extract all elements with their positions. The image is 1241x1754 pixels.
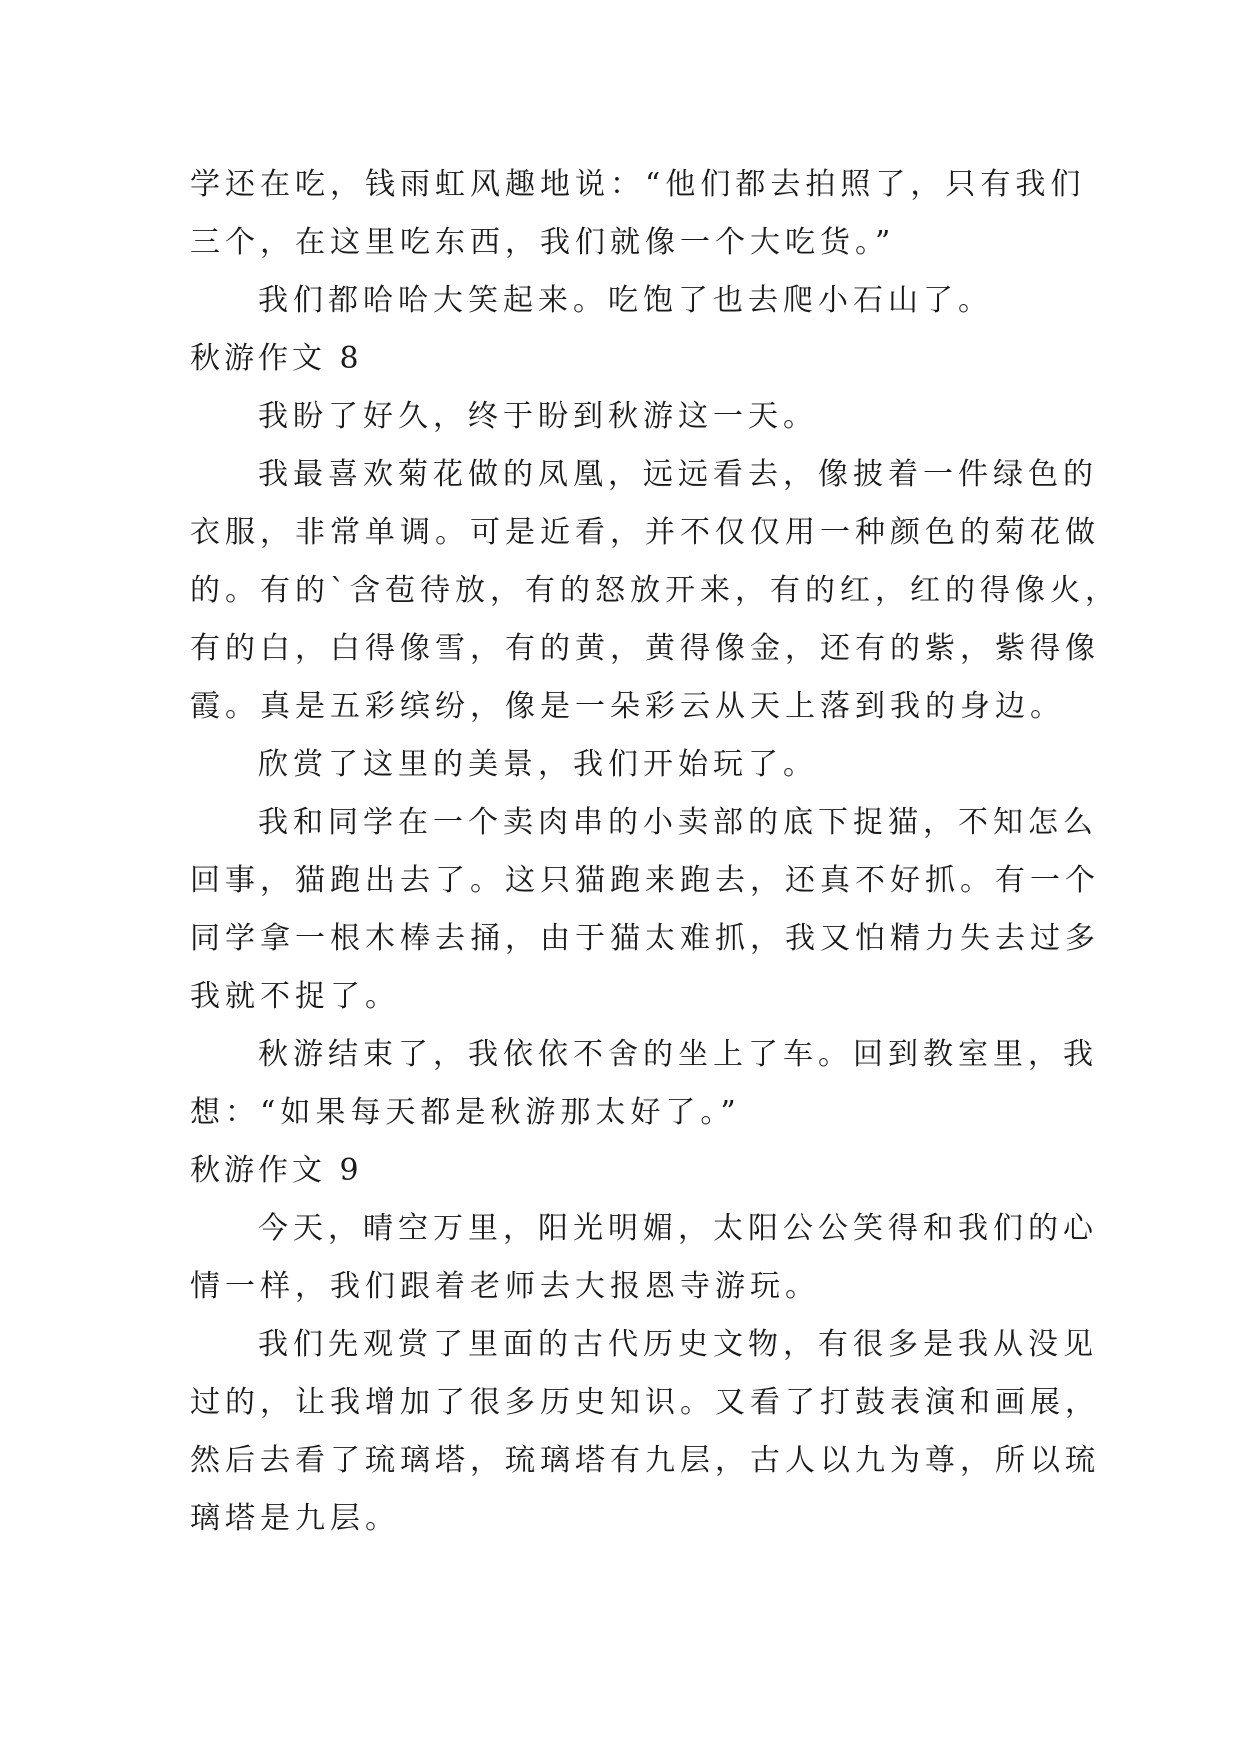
text-line: 有的白，白得像雪，有的黄，黄得像金，还有的紫，紫得像 xyxy=(190,631,1100,666)
text-line: 想：“如果每天都是秋游那太好了。” xyxy=(190,1095,741,1130)
text-line: 欣赏了这里的美景，我们开始玩了。 xyxy=(258,747,818,782)
text-line: 情一样，我们跟着老师去大报恩寺游玩。 xyxy=(190,1269,820,1304)
text-line: 三个，在这里吃东西，我们就像一个大吃货。” xyxy=(190,225,896,260)
text-line: 然后去看了琉璃塔，琉璃塔有九层，古人以九为尊，所以琉 xyxy=(190,1443,1100,1478)
section-heading: 秋游作文 9 xyxy=(190,1153,363,1188)
text-line: 同学拿一根木棒去捅，由于猫太难抓，我又怕精力失去过多 xyxy=(190,921,1100,956)
text-line: 今天，晴空万里，阳光明媚，太阳公公笑得和我们的心 xyxy=(258,1211,1098,1246)
text-line: 过的，让我增加了很多历史知识。又看了打鼓表演和画展， xyxy=(190,1385,1100,1420)
text-line: 的。有的`含苞待放，有的怒放开来，有的红，红的得像火， xyxy=(190,573,1120,608)
text-line: 回事，猫跑出去了。这只猫跑来跑去，还真不好抓。有一个 xyxy=(190,863,1100,898)
text-line: 我最喜欢菊花做的凤凰，远远看去，像披着一件绿色的 xyxy=(258,457,1098,492)
text-line: 霞。真是五彩缤纷，像是一朵彩云从天上落到我的身边。 xyxy=(190,689,1065,724)
text-line: 衣服，非常单调。可是近看，并不仅仅用一种颜色的菊花做 xyxy=(190,515,1100,550)
text-line: 璃塔是九层。 xyxy=(190,1501,400,1536)
text-line: 我们先观赏了里面的古代历史文物，有很多是我从没见 xyxy=(258,1327,1098,1362)
text-line: 秋游结束了，我依依不舍的坐上了车。回到教室里，我 xyxy=(258,1037,1098,1072)
text-line: 我盼了好久，终于盼到秋游这一天。 xyxy=(258,399,818,434)
text-line: 我们都哈哈大笑起来。吃饱了也去爬小石山了。 xyxy=(258,283,993,318)
text-line: 我和同学在一个卖肉串的小卖部的底下捉猫，不知怎么 xyxy=(258,805,1098,840)
text-line: 我就不捉了。 xyxy=(190,979,400,1014)
section-heading: 秋游作文 8 xyxy=(190,341,363,376)
text-line: 学还在吃，钱雨虹风趣地说：“他们都去拍照了，只有我们 xyxy=(190,167,1086,202)
document-body xyxy=(190,156,1120,1548)
